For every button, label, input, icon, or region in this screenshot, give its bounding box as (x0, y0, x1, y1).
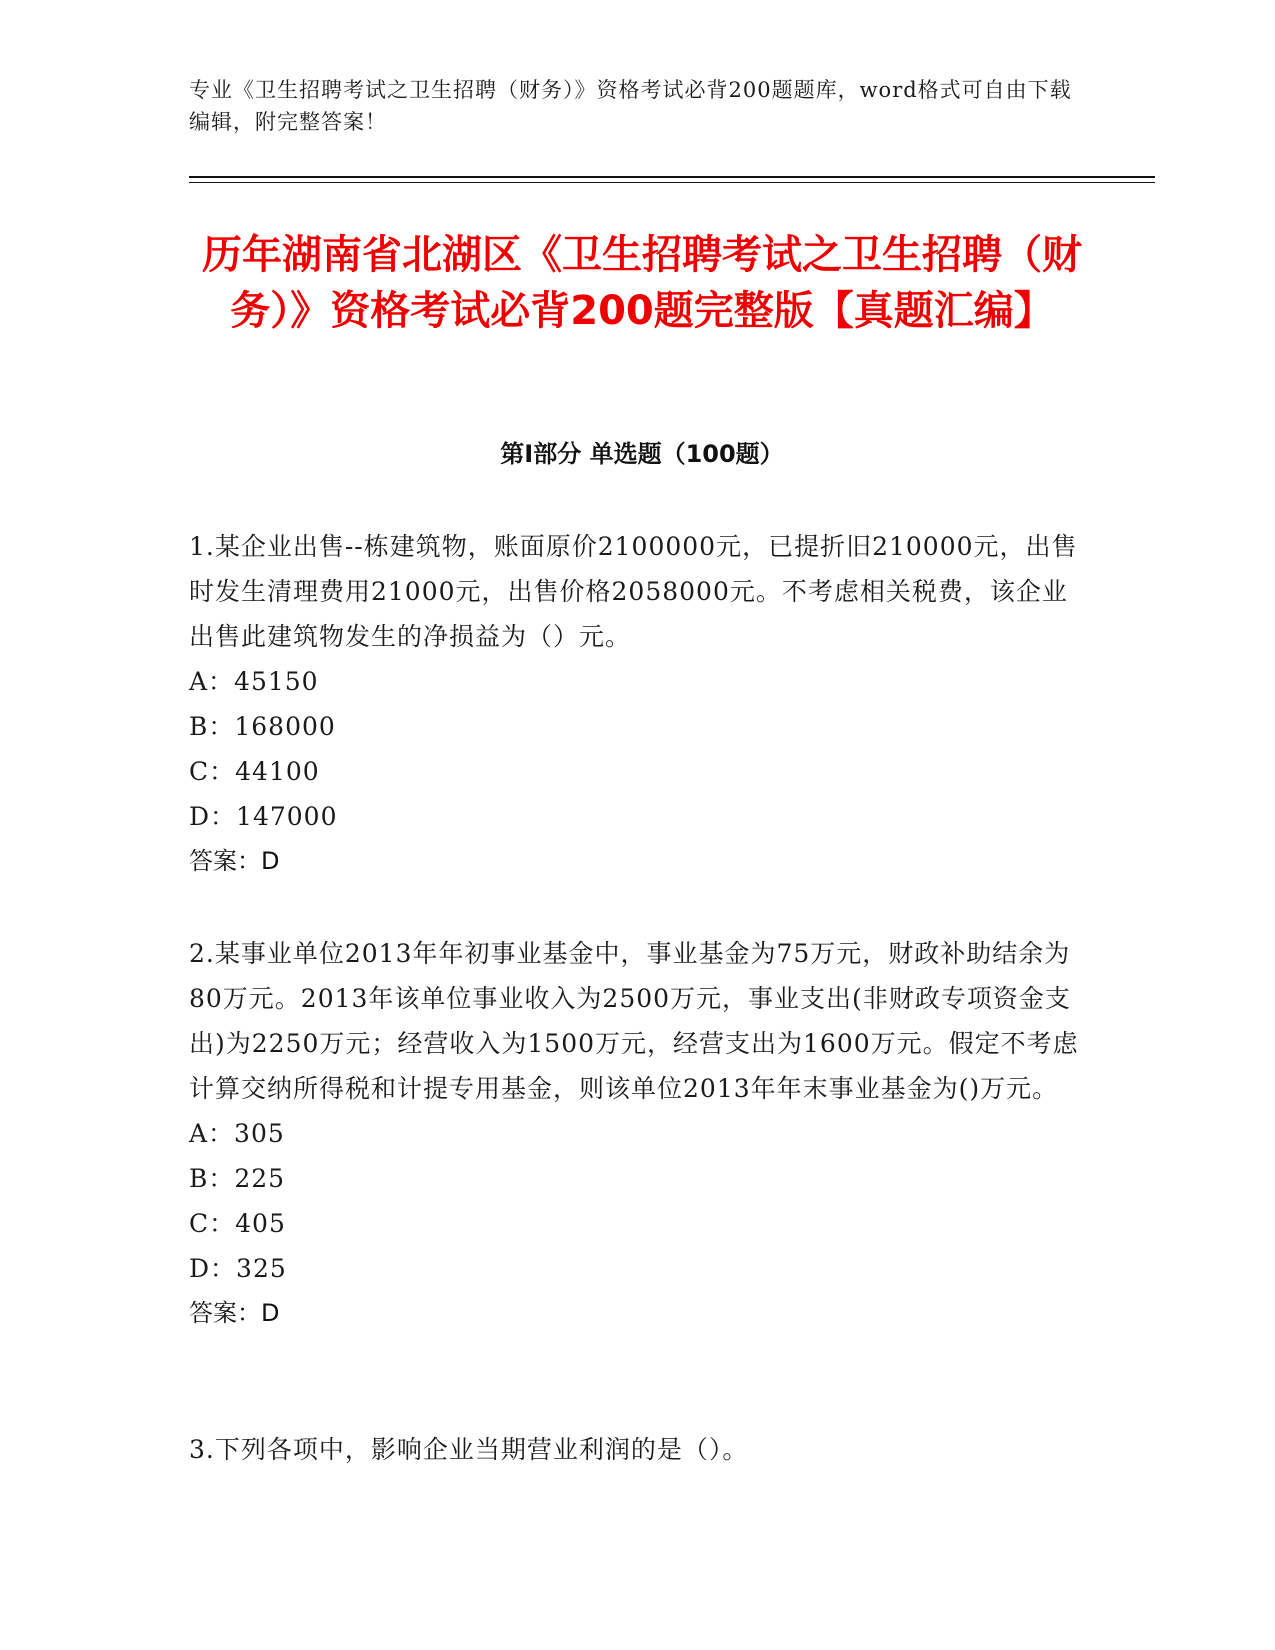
header-rule-thick (189, 176, 1155, 178)
section-title: 第I部分 单选题（100题） (500, 440, 784, 468)
document-title: 历年湖南省北湖区《卫生招聘考试之卫生招聘（财务）》资格考试必背200题完整版【真题汇编】 (202, 232, 1082, 334)
question-3 (189, 1427, 1089, 1472)
answer: 答案：D (189, 847, 280, 875)
option-b: B：225 (189, 1164, 286, 1193)
question-stem: 1.某企业出售--栋建筑物，账面原价2100000元，已提折旧210000元，出售时发生清理费用21000元，出售价格2058000元。不考虑相关税费，该企业出售此建筑物发生的净损益为（）元。 (189, 532, 1078, 651)
option-d: D：147000 (189, 802, 338, 831)
option-d: D：325 (189, 1254, 287, 1283)
answer: 答案：D (189, 1299, 280, 1327)
header-rule-thin (189, 182, 1155, 183)
question-2 (189, 931, 1089, 1336)
option-a: A：305 (189, 1119, 285, 1148)
question-stem: 3.下列各项中，影响企业当期营业利润的是（）。 (189, 1435, 749, 1464)
question-1 (189, 524, 1089, 884)
question-stem: 2.某事业单位2013年年初事业基金中，事业基金为75万元，财政补助结余为80万元。2013年该单位事业收入为2500万元，事业支出(非财政专项资金支出)为2250万元；经营收入为1500万元，经营支出为1600万元。假定不考虑计算交纳所得税和计提专用基金，则该单位2013年年末事业基金为()万元。 (189, 939, 1079, 1103)
option-c: C：405 (189, 1209, 286, 1238)
option-b: B：168000 (189, 712, 336, 741)
option-a: A：45150 (189, 667, 319, 696)
option-c: C：44100 (189, 757, 320, 786)
header-note: 专业《卫生招聘考试之卫生招聘（财务）》资格考试必背200题题库，word格式可自由下载编辑，附完整答案！ (189, 78, 1072, 134)
